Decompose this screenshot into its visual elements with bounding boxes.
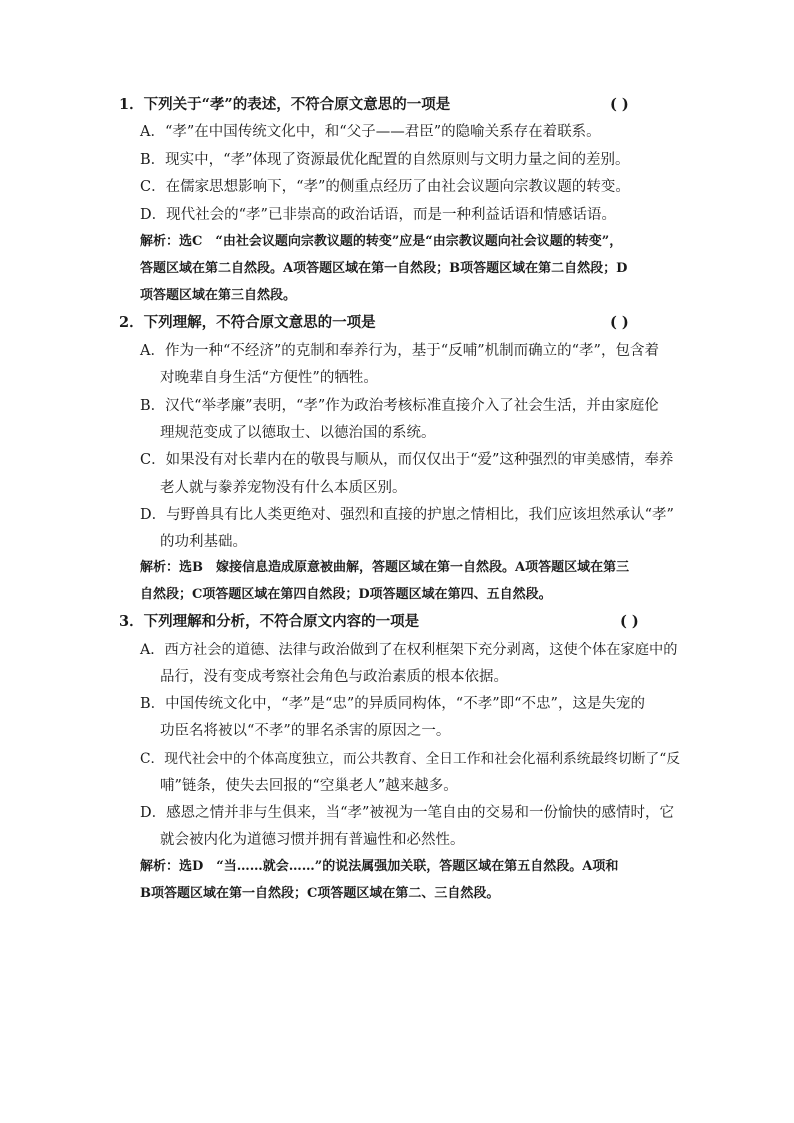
question-2-analysis-line-2: 自然段；C项答题区域在第四自然段；D项答题区域在第四、五自然段。 [140, 587, 552, 602]
question-3-option-c-cont: 哺”链条，使失去回报的“空巢老人”越来越多。 [160, 778, 458, 794]
question-1-answer-paren: ( ) [610, 96, 629, 113]
question-2-stem: 2．下列理解，不符合原文意思的一项是 [119, 314, 376, 331]
question-3-option-b-cont: 功臣名将被以“不孝”的罪名杀害的原因之一。 [160, 723, 451, 739]
question-3-option-c: C．现代社会中的个体高度独立，而公共教育、全日工作和社会化福利系统最终切断了“反 [140, 751, 681, 767]
question-3-stem: 3．下列理解和分析，不符合原文内容的一项是 [119, 613, 420, 630]
question-1-option-b: B．现实中，“孝”体现了资源最优化配置的自然原则与文明力量之间的差别。 [140, 152, 630, 168]
question-2-answer-paren: ( ) [610, 314, 629, 331]
question-2-option-d: D．与野兽具有比人类更绝对、强烈和直接的护崽之情相比，我们应该坦然承认“孝” [140, 507, 674, 523]
question-1-analysis-line-3: 项答题区域在第三自然段。 [140, 288, 297, 303]
question-3-answer-paren: ( ) [620, 613, 639, 630]
question-1-analysis-line-2: 答题区域在第二自然段。A项答题区域在第一自然段；B项答题区域在第二自然段；D [140, 261, 628, 276]
question-1-option-c: C．在儒家思想影响下，“孝”的侧重点经历了由社会议题向宗教议题的转变。 [140, 179, 630, 195]
question-3-option-d: D．感恩之情并非与生俱来，当“孝”被视为一笔自由的交易和一份愉快的感情时，它 [140, 805, 674, 821]
question-3-option-d-cont: 就会被内化为道德习惯并拥有普遍性和必然性。 [160, 832, 465, 848]
question-3-analysis-line-1: 解析：选D “当……就会……”的说法属强加关联，答题区域在第五自然段。A项和 [140, 859, 619, 874]
question-2-analysis-line-1: 解析：选B 嫁接信息造成原意被曲解，答题区域在第一自然段。A项答题区域在第三 [140, 560, 630, 575]
question-2-option-a-cont: 对晚辈自身生活“方便性”的牺牲。 [160, 370, 378, 386]
question-3-option-a: A．西方社会的道德、法律与政治做到了在权利框架下充分剥离，这使个体在家庭中的 [140, 642, 678, 658]
question-1-analysis-line-1: 解析：选C “由社会议题向宗教议题的转变”应是“由宗教议题向社会议题的转变”， [140, 234, 623, 249]
question-3-option-b: B．中国传统文化中，“孝”是“忠”的异质同构体，“不孝”即“不忠”，这是失宠的 [140, 696, 645, 712]
question-2-option-c-cont: 老人就与豢养宠物没有什么本质区别。 [160, 480, 407, 496]
question-2-option-b: B．汉代“举孝廉”表明，“孝”作为政治考核标准直接介入了社会生活，并由家庭伦 [140, 398, 659, 414]
question-2-option-a: A．作为一种“不经济”的克制和奉养行为，基于“反哺”机制而确立的“孝”，包含着 [140, 343, 659, 359]
question-2-option-c: C．如果没有对长辈内在的敬畏与顺从，而仅仅出于“爱”这种强烈的审美感情，奉养 [140, 452, 674, 468]
question-3-analysis-line-2: B项答题区域在第一自然段；C项答题区域在第二、三自然段。 [140, 886, 500, 901]
question-1-option-a: A．“孝”在中国传统文化中，和“父子——君臣”的隐喻关系存在着联系。 [140, 124, 601, 140]
question-1-stem: 1．下列关于“孝”的表述，不符合原文意思的一项是 [119, 96, 451, 113]
question-3-option-a-cont: 品行，没有变成考察社会角色与政治素质的根本依据。 [160, 669, 508, 685]
question-2-option-b-cont: 理规范变成了以德取士、以德治国的系统。 [160, 425, 436, 441]
question-1-option-d: D．现代社会的“孝”已非崇高的政治话语，而是一种利益话语和情感话语。 [140, 207, 616, 223]
question-2-option-d-cont: 的功利基础。 [160, 534, 247, 550]
